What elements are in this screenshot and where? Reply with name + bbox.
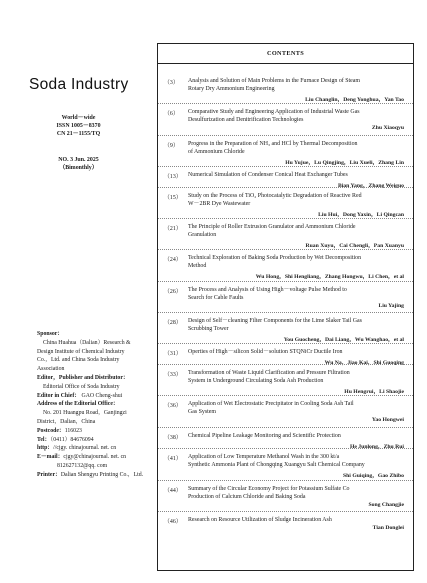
journal-title: Soda Industry <box>29 76 129 93</box>
sponsor-line: Design Institute of Chemical Industry <box>37 348 125 355</box>
entry-title-line: Granulation <box>188 232 217 239</box>
entry-title-line: Analysis and Solution of Main Problems in the Furnace Design of Steam <box>188 78 360 84</box>
postcode-value: 116023 <box>64 427 82 434</box>
entry-separator <box>158 448 413 449</box>
entry-title-line: Operties of High－silicon Solid－solution STQNiCr Ductile Iron <box>188 349 343 355</box>
chief-value: GAO Cheng-shui <box>81 392 123 399</box>
entry-separator <box>158 103 413 104</box>
entry-title <box>188 432 407 440</box>
entry-title-line: Rotary Dry Ammonium Engineering <box>188 86 275 93</box>
journal-identifiers <box>0 115 157 139</box>
entry-page-number: （24） <box>164 257 182 263</box>
entry-title-line: Research on Resource Utilization of Sludge Incineration Ash <box>188 517 332 523</box>
entry-page-number: （6） <box>164 111 179 117</box>
contents-table <box>157 43 414 571</box>
printer-value: Dalian Shengyu Printing Co.，Ltd. <box>60 471 144 478</box>
entry-authors: Bian Yang，Zhang Weiguo <box>337 182 404 189</box>
chief-label: Editor in Chief： <box>37 392 81 399</box>
entry-title <box>188 192 407 208</box>
sponsor-line: China Huahua（Dalian）Research & <box>43 339 131 346</box>
email-value: cjgy@chinajournal. net. cn <box>63 454 127 461</box>
issue-number: NO. 3 Jun. 2025 <box>58 157 99 163</box>
sponsor-line: Co.，Ltd. and China Soda Industry <box>37 357 120 364</box>
entry-title-line: Comparative Study and Engineering Application of Industrial Waste Gas <box>188 109 360 115</box>
postcode-label: Postcode： <box>37 427 65 434</box>
entry-page-number: （3） <box>164 80 179 86</box>
entry-title-line: Design of Self－cleaning Filter Components for the Lime Slaker Tail Gas <box>188 318 362 324</box>
email-value: 812627132@qq. com <box>57 462 108 469</box>
entry-separator <box>158 187 413 188</box>
entry-page-number: （36） <box>164 403 182 409</box>
entry-title-line: Chemical Pipeline Leakage Monitoring and Scientific Protection <box>188 433 341 439</box>
entry-authors: Yao Hongwei <box>371 416 404 423</box>
entry-separator <box>158 218 413 219</box>
entry-title <box>188 171 407 179</box>
entry-authors: Zhu Xiaoqyu <box>371 124 404 131</box>
entry-title-line: Scrubbing Tower <box>188 326 229 333</box>
entry-title <box>188 400 407 416</box>
entry-authors: You Guocheng，Dai Liang，Wu Wanghao，et al <box>283 336 404 343</box>
entry-title-line: Search for Cable Faults <box>188 295 244 302</box>
editor-publisher-label: Editor，Publisher and Distributor： <box>37 374 129 381</box>
entry-separator <box>158 312 413 313</box>
entry-title <box>188 485 407 501</box>
entry-authors: He Junlong，Zhu Rui <box>349 443 404 450</box>
entry-title-line: Technical Exploration of Baking Soda Production by Wet Decomposition <box>188 255 362 261</box>
issue-info <box>0 157 157 173</box>
entry-title <box>188 77 407 93</box>
tel-label: Tel： <box>37 436 51 443</box>
entry-page-number: （9） <box>164 143 179 149</box>
entry-separator <box>158 427 413 428</box>
entry-page-number: （21） <box>164 226 182 232</box>
entry-separator <box>158 395 413 396</box>
entry-authors: Liu Yajing <box>378 302 404 309</box>
http-label: http： <box>37 445 54 452</box>
entry-separator <box>158 166 413 167</box>
cn-number: CN 21－1155/TQ <box>56 130 101 137</box>
address-line: No. 201 Huangpu Road，Ganjingzi <box>43 410 127 417</box>
entry-authors: Ruan Xuyu，Cai Chengli，Pan Xuanyu <box>305 242 404 249</box>
entry-page-number: （41） <box>164 456 182 462</box>
entry-page-number: （44） <box>164 488 182 494</box>
entry-title-line: of Ammonium Chloride <box>188 149 245 156</box>
entry-title-line: Transformation of Waste Liquid Clarification and Pressure Filtration <box>188 370 350 376</box>
frequency: （Bimonthly） <box>59 164 98 171</box>
entry-title <box>188 254 407 270</box>
entry-title-line: W－2BR Dye Wastewater <box>188 201 251 208</box>
entry-authors: Shi Guiqing，Gao Zhibo <box>342 472 404 479</box>
entry-page-number: （15） <box>164 195 182 201</box>
entry-title-line: Desulfurization and Denitrification Technologies <box>188 117 304 124</box>
entry-title-line: Numerical Simulation of Condenser Conical Heat Exchanger Tubes <box>188 172 348 178</box>
printer-label: Printer： <box>37 471 61 478</box>
entry-title <box>188 516 407 524</box>
entry-authors: Liu Hui，Dong Yaxin，Li Qingcan <box>318 211 404 218</box>
entry-title-line: Application of Low Temperature Methanol Wash in the 300 kt/a <box>188 454 340 460</box>
entry-page-number: （13） <box>164 174 182 180</box>
entry-separator <box>158 343 413 344</box>
entry-title <box>188 140 407 156</box>
entry-title <box>188 223 407 239</box>
entry-page-number: （33） <box>164 372 182 378</box>
entry-separator <box>158 281 413 282</box>
entry-title-line: System in Underground Circulating Soda Ash Production <box>188 378 324 385</box>
http-value: //cjgy. chinajournal. net. cn <box>53 445 117 452</box>
entry-authors: Hu Hengrui，Li Shaojie <box>344 388 404 395</box>
entry-title-line: Synthetic Ammonia Plant of Chongqing Xuangyu Salt Chemical Company <box>188 462 365 469</box>
entry-title-line: Summary of the Circular Economy Project for Potassium Sulfate Co <box>188 486 350 492</box>
entry-title-line: Method <box>188 263 207 270</box>
issn: ISSN 1005－8370 <box>56 122 101 129</box>
entry-title <box>188 348 407 356</box>
entry-title-line: Application of Wet Electrostatic Precipitator in Cooling Soda Ash Tail <box>188 401 354 407</box>
entry-title-line: The Principle of Roller Extrusion Granulator and Ammonium Chloride <box>188 224 356 230</box>
entry-title <box>188 108 407 124</box>
entry-authors: Song Changjie <box>368 501 404 508</box>
entry-title <box>188 317 407 333</box>
entry-authors: Liu Changlin，Deng Yonghua，Yan Tao <box>305 96 404 103</box>
sponsor-label: Sponsor： <box>37 331 64 337</box>
entry-separator <box>158 249 413 250</box>
entry-authors: Wu Na，Jiao Kai，Shi Guoqing <box>324 359 404 366</box>
entry-separator <box>158 511 413 512</box>
journal-info-column <box>0 0 157 583</box>
entry-authors: Tian Donglei <box>372 524 404 531</box>
address-line: District，Dalian，China <box>37 418 96 425</box>
address-label: Address of the Editorial Office： <box>37 401 119 408</box>
entry-authors: Wu Hong，Shi Hengliang，Zhang Hongwu，Li Chen，et al <box>255 273 404 280</box>
entry-title-line: Gas System <box>188 409 216 416</box>
tel-value: （0411）84676094 <box>50 436 94 443</box>
entry-page-number: （31） <box>164 351 182 357</box>
entry-title-line: Production of Calcium Chloride and Baking Soda <box>188 494 306 501</box>
entry-title-line: Progress in the Preparation of NH₃ and HCl by Thermal Decomposition <box>188 141 358 147</box>
entry-separator <box>158 135 413 136</box>
entry-title <box>188 369 407 385</box>
publication-details <box>37 330 150 480</box>
entry-separator <box>158 364 413 365</box>
contents-heading: CONTENTS <box>158 44 413 64</box>
editor-publisher-value: Editorial Office of Soda Industry <box>43 383 120 390</box>
entry-page-number: （26） <box>164 289 182 295</box>
entry-title-line: Study on the Process of TiO₂ Photocatalytic Degradation of Reactive Red <box>188 193 362 199</box>
entry-separator <box>158 480 413 481</box>
email-label: E－mail： <box>37 454 64 461</box>
entry-title <box>188 286 407 302</box>
entry-title-line: The Process and Analysis of Using High－voltage Pulse Method to <box>188 287 347 293</box>
coverage: World－wide <box>61 115 96 121</box>
entry-page-number: （46） <box>164 519 182 525</box>
sponsor-line: Association <box>37 366 65 373</box>
entry-title <box>188 453 407 469</box>
entry-page-number: （28） <box>164 320 182 326</box>
entry-page-number: （38） <box>164 435 182 441</box>
entry-authors: Hu Yujue，Lu Qingjing，Liu Xueli，Zhang Lin <box>285 159 404 166</box>
